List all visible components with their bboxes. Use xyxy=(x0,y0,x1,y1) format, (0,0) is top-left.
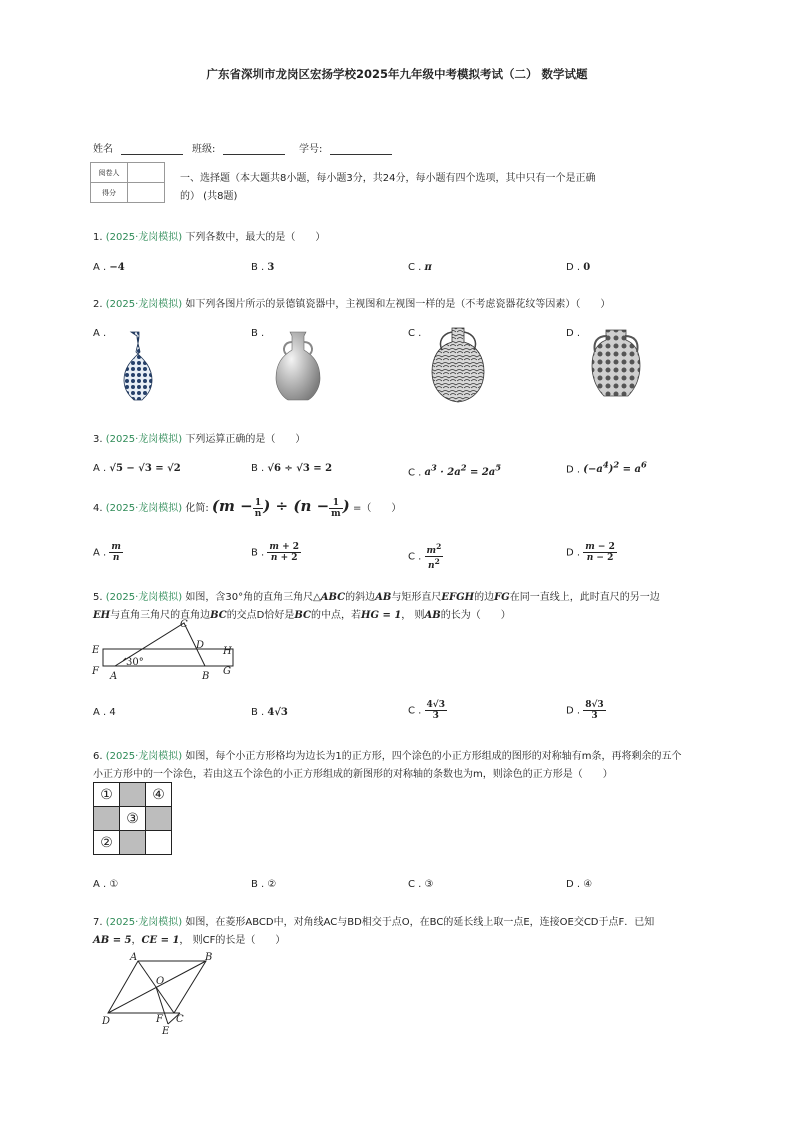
label-c: C xyxy=(180,619,188,630)
q5-math: BC xyxy=(294,610,311,621)
q6-option-b[interactable] xyxy=(251,879,276,890)
q6-option-c[interactable] xyxy=(408,879,434,890)
q6-grid xyxy=(93,782,172,855)
section-line1: 一、选择题（本大题共8小题，每小题3分，共24分，每小题有四个选项，其中只有一个是正确 xyxy=(180,173,596,184)
score-label: 得分 xyxy=(91,183,128,203)
option-label: C . xyxy=(408,262,422,273)
q1-option-a[interactable] xyxy=(93,262,125,273)
grid-cell xyxy=(146,807,172,831)
label-o: O xyxy=(156,976,165,987)
option-value: ② xyxy=(267,879,277,890)
question-6-line2: 小正方形中的一个涂色，若由这五个涂色的小正方形组成的新图形的对称轴的条数也为m，则涂色的正方形是（ ） xyxy=(93,769,613,780)
option-value: ③ xyxy=(424,879,434,890)
grid-cell: ① xyxy=(94,783,120,807)
question-2 xyxy=(93,295,610,310)
option-value: 3 xyxy=(267,262,275,273)
grid-cell xyxy=(120,831,146,855)
q4-option-d[interactable] xyxy=(566,542,617,563)
vase-a-image xyxy=(112,330,158,402)
q2-text: 如下列各图片所示的景德镇瓷器中，主视图和左视图一样的是（不考虑瓷器花纹等因素）（ ） xyxy=(185,299,611,310)
option-value: π xyxy=(424,262,432,273)
q2-option-b[interactable] xyxy=(251,328,264,339)
option-label: A . xyxy=(93,463,107,474)
label-f: F xyxy=(156,1014,163,1025)
q6-option-d[interactable] xyxy=(566,879,592,890)
q5-number: 5. xyxy=(93,592,103,603)
option-label: A . xyxy=(93,262,107,273)
q2-option-c[interactable] xyxy=(408,328,421,339)
option-label: C . xyxy=(408,879,422,890)
q3-c-formula: $a^3 \cdot 2a^2 = 2a^5$ xyxy=(424,463,502,479)
label-b: B xyxy=(202,671,210,682)
label-g: G xyxy=(223,666,231,677)
grader-label: 阅卷人 xyxy=(91,163,128,183)
class-blank xyxy=(223,144,285,155)
score-table xyxy=(90,162,165,203)
id-blank xyxy=(330,144,392,155)
option-value: ① xyxy=(109,879,119,890)
label-d: D xyxy=(102,1016,111,1027)
q4-frac2: $\frac{1}{m}$ xyxy=(331,497,341,519)
q3-b-formula: √6 ÷ √3 = 2 xyxy=(267,463,333,474)
section-line2: 的） (共8题) xyxy=(180,191,238,202)
option-label: B . xyxy=(251,707,265,718)
question-3 xyxy=(93,430,305,445)
label-f: F xyxy=(92,666,99,677)
id-label: 学号: xyxy=(299,144,323,155)
q4-option-c[interactable] xyxy=(408,542,443,571)
grid-cell: ③ xyxy=(120,807,146,831)
q4-frac1: $\frac{1}{n}$ xyxy=(254,497,262,519)
grid-cell: ④ xyxy=(146,783,172,807)
q5-text: 在同一直线上，此时直尺的另一边 xyxy=(509,592,660,603)
q4-d-frac: $\frac{m - 2}{n - 2}$ xyxy=(585,542,615,563)
q1-option-b[interactable] xyxy=(251,262,274,273)
option-label: B . xyxy=(251,262,265,273)
option-value: 0 xyxy=(583,262,591,273)
q5-figure xyxy=(90,618,240,682)
option-label: D . xyxy=(566,705,581,717)
option-label: A . xyxy=(93,707,107,718)
q4-number: 4. xyxy=(93,503,103,514)
vase-c-image xyxy=(428,326,488,406)
q5-option-c[interactable] xyxy=(408,700,447,721)
q5-math: AB xyxy=(424,610,441,621)
q4-b-frac: $\frac{m + 2}{n + 2}$ xyxy=(269,542,300,563)
q5-option-b[interactable] xyxy=(251,707,288,718)
class-label: 班级: xyxy=(192,144,216,155)
q1-source: (2025·龙岗模拟) xyxy=(105,232,183,243)
q6-text: 如图，每个小正方形格均为边长为1的正方形，四个涂色的小正方形组成的图形的对称轴有m条，再将剩余的五个 xyxy=(185,751,682,762)
option-label: B . xyxy=(251,547,265,559)
q4-expression: (m − xyxy=(211,497,253,515)
section-heading xyxy=(180,170,620,206)
option-value: −4 xyxy=(109,262,125,273)
grid-cell xyxy=(120,783,146,807)
label-a: A xyxy=(110,671,118,682)
q4-option-b[interactable] xyxy=(251,542,301,563)
q3-option-b[interactable] xyxy=(251,463,332,474)
vase-b-image xyxy=(268,328,328,402)
question-4 xyxy=(93,497,401,519)
score-cell xyxy=(128,183,165,203)
grid-cell xyxy=(94,807,120,831)
grid-cell xyxy=(146,831,172,855)
q4-text: 化简: xyxy=(185,503,209,514)
name-field xyxy=(93,140,183,155)
q5-math: EH xyxy=(93,610,111,621)
q5-text: 的交点D恰好是 xyxy=(226,610,295,621)
q5-math: AB xyxy=(375,592,392,603)
q5-option-d[interactable] xyxy=(566,700,606,721)
q2-source: (2025·龙岗模拟) xyxy=(105,299,183,310)
label-angle: 30° xyxy=(126,657,144,668)
q4-source: (2025·龙岗模拟) xyxy=(105,503,183,514)
option-label: A . xyxy=(93,547,107,559)
q5-d-frac: $\frac{8√3}{3}$ xyxy=(585,700,604,721)
q5-text: 与矩形直尺 xyxy=(391,592,442,603)
q5-source: (2025·龙岗模拟) xyxy=(105,592,183,603)
q5-text: 的斜边 xyxy=(345,592,376,603)
q7-text: ， 则CF的长是（ ） xyxy=(179,935,286,946)
label-d: D xyxy=(196,640,205,651)
q5-math: FG xyxy=(494,592,510,603)
label-e: E xyxy=(92,645,100,656)
q4-a-frac: $\frac{m}{n}$ xyxy=(111,542,121,563)
q3-source: (2025·龙岗模拟) xyxy=(105,434,183,445)
q5-c-frac: $\frac{4√3}{3}$ xyxy=(426,700,445,721)
id-field xyxy=(299,140,392,155)
q5-math: BC xyxy=(210,610,227,621)
q5-text: ， 则 xyxy=(401,610,425,621)
q1-text: 下列各数中，最大的是（ ） xyxy=(185,232,326,243)
q5-math: EFGH xyxy=(441,592,475,603)
question-7-line1 xyxy=(93,913,654,928)
option-label: D . xyxy=(566,879,581,890)
q2-option-a[interactable] xyxy=(93,328,106,339)
q5-text: 与直角三角尺的直角边 xyxy=(110,610,211,621)
q5-text: 的长为（ ） xyxy=(440,610,511,621)
name-blank xyxy=(121,144,183,155)
label-c: C xyxy=(176,1014,184,1025)
label-b: B xyxy=(205,952,213,963)
option-label: D . xyxy=(566,262,581,273)
option-label: A . xyxy=(93,328,107,339)
question-5-line1 xyxy=(93,588,660,603)
q1-number: 1. xyxy=(93,232,103,243)
q5-text: 的中点，若 xyxy=(311,610,361,621)
q2-number: 2. xyxy=(93,299,103,310)
option-label: D . xyxy=(566,328,581,339)
q3-option-d[interactable] xyxy=(566,460,647,475)
option-label: C . xyxy=(408,551,422,563)
q4-tail: =（ ） xyxy=(352,503,402,514)
q6-number: 6. xyxy=(93,751,103,762)
option-label: C . xyxy=(408,328,422,339)
q3-option-c[interactable] xyxy=(408,463,501,478)
q7-number: 7. xyxy=(93,917,103,928)
option-label: D . xyxy=(566,464,581,476)
page-title: 广东省深圳市龙岗区宏扬学校2025年九年级中考模拟考试（二） 数学试题 xyxy=(206,67,588,81)
q4-div: ) ÷ (n − xyxy=(263,497,330,515)
option-label: C . xyxy=(408,705,422,717)
option-label: B . xyxy=(251,879,265,890)
q4-option-a[interactable] xyxy=(93,542,123,563)
grader-cell xyxy=(128,163,165,183)
question-1 xyxy=(93,228,325,243)
q7-text: 如图，在菱形ABCD中，对角线AC与BD相交于点O，在BC的延长线上取一点E，连接OE交CD于点F．已知 xyxy=(185,917,655,928)
option-label: B . xyxy=(251,463,265,474)
q6-option-a[interactable] xyxy=(93,879,118,890)
q4-c-frac: $\frac{m^2}{n^2}$ xyxy=(426,542,442,571)
option-label: B . xyxy=(251,328,265,339)
vase-d-image xyxy=(588,326,644,402)
q3-number: 3. xyxy=(93,434,103,445)
option-label: A . xyxy=(93,879,107,890)
q7-figure xyxy=(98,950,222,1036)
q5-math: HG = 1 xyxy=(361,610,402,621)
q6-source: (2025·龙岗模拟) xyxy=(105,751,183,762)
name-label: 姓名 xyxy=(93,144,113,155)
q3-a-formula: √5 − √3 = √2 xyxy=(109,463,181,474)
q5-math: ABC xyxy=(320,592,346,603)
q5-text: 如图，含30°角的直角三角尺△ xyxy=(185,592,321,603)
q7-math: CE = 1 xyxy=(141,935,180,946)
question-6-line1 xyxy=(93,747,681,762)
label-a: A xyxy=(130,952,138,963)
label-h: H xyxy=(223,646,232,657)
q5-b-formula: 4√3 xyxy=(267,707,288,718)
label-e: E xyxy=(162,1026,170,1036)
q3-option-a[interactable] xyxy=(93,463,181,474)
q5-text: 的边 xyxy=(474,592,495,603)
q4-close: ) xyxy=(342,497,350,515)
q7-source: (2025·龙岗模拟) xyxy=(105,917,183,928)
q2-option-d[interactable] xyxy=(566,328,580,339)
grid-cell: ② xyxy=(94,831,120,855)
q1-option-d[interactable] xyxy=(566,262,590,273)
q5-option-a[interactable] xyxy=(93,707,116,718)
option-label: C . xyxy=(408,467,422,479)
q1-option-c[interactable] xyxy=(408,262,432,273)
q3-text: 下列运算正确的是（ ） xyxy=(185,434,306,445)
question-7-line2: AB = 5，CE = 1， 则CF的长是（ ） xyxy=(93,935,286,946)
q3-d-formula: $(-a^4)^2 = a^6$ xyxy=(583,460,647,476)
class-field xyxy=(192,140,285,155)
q7-math: AB = 5 xyxy=(93,935,132,946)
option-label: D . xyxy=(566,547,581,559)
option-value: ④ xyxy=(583,879,593,890)
option-value: 4 xyxy=(109,707,116,718)
